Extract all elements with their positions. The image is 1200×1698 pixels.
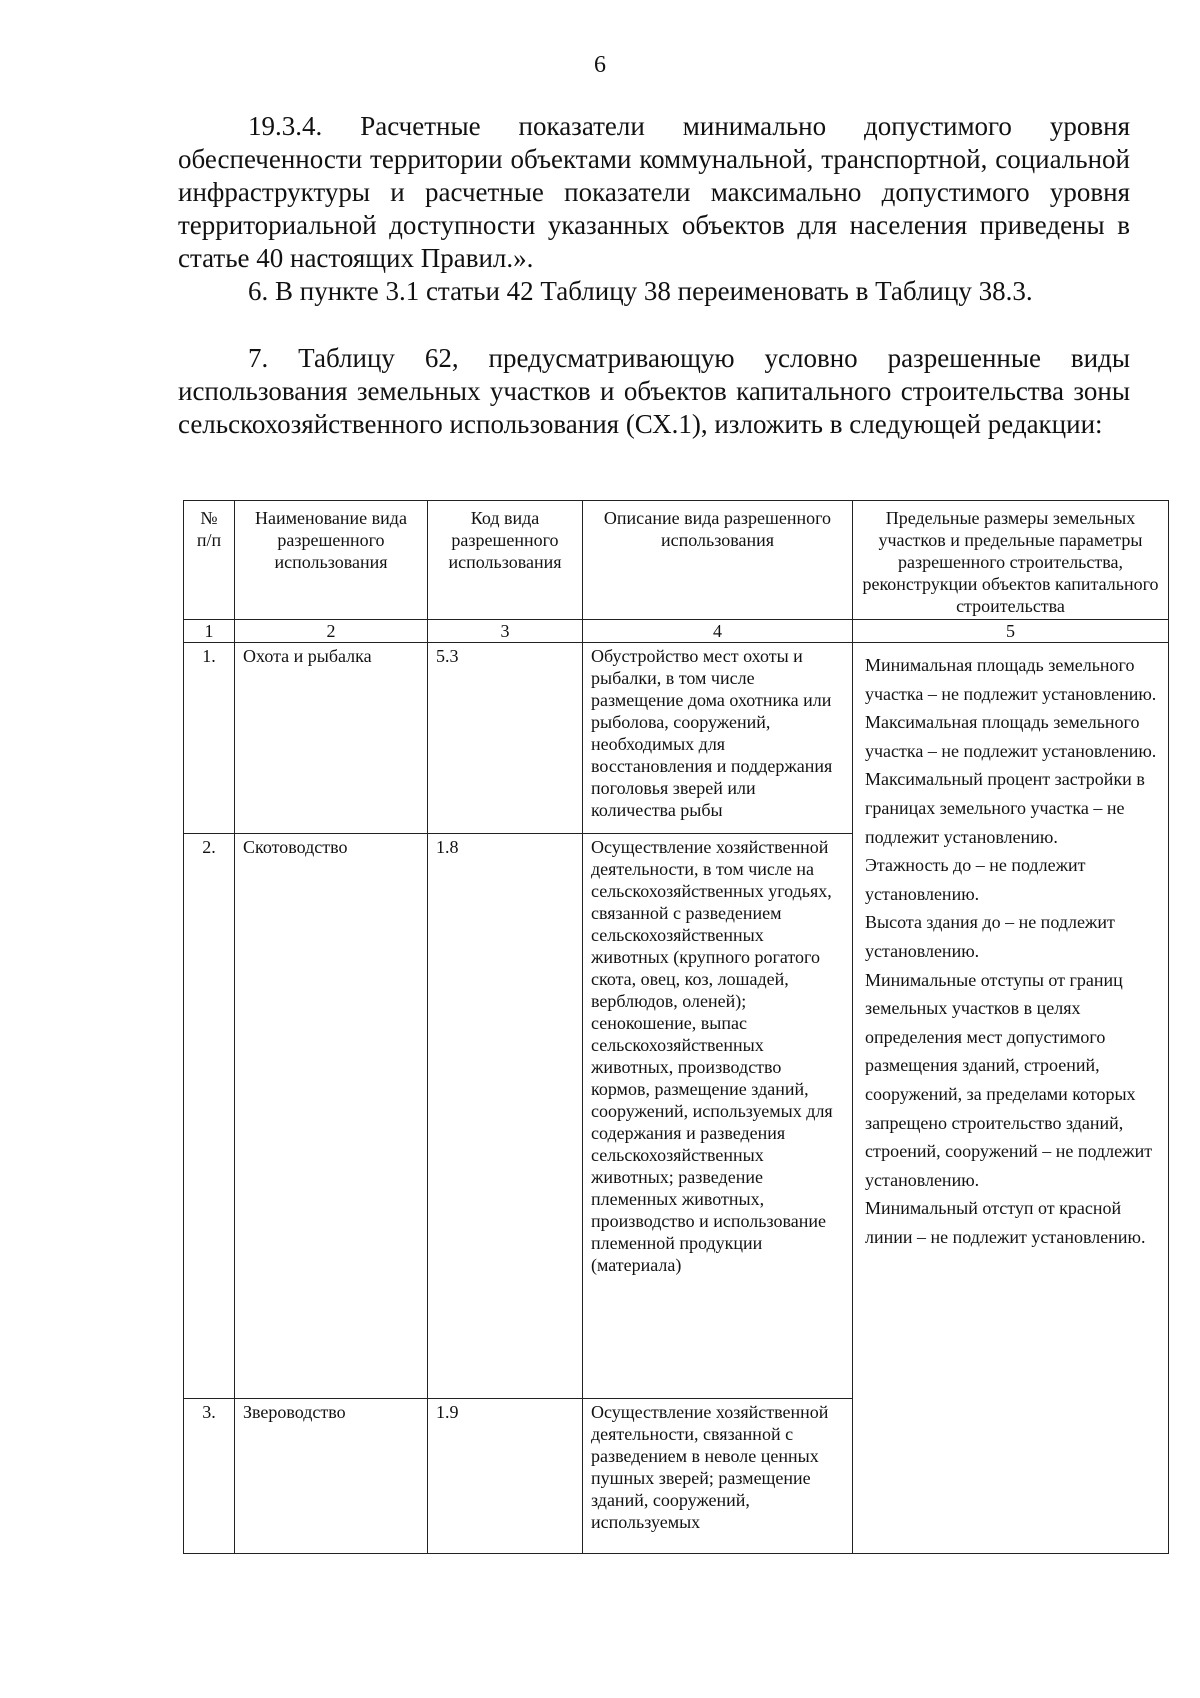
header-name: Наименование вида разрешенного использования: [235, 501, 428, 620]
land-use-table: [183, 500, 1169, 1554]
limits-cell: [853, 643, 1169, 1554]
column-number: 2: [235, 620, 428, 643]
row-code: 5.3: [428, 643, 583, 834]
limits-line: Минимальная площадь земельного участка – не подлежит установлению.: [865, 655, 1157, 704]
paragraph-item-6: 6. В пункте 3.1 статьи 42 Таблицу 38 переименовать в Таблицу 38.3.: [248, 276, 1033, 306]
paragraph-item-7: 7. Таблицу 62, предусматривающую условно разрешенные виды использования земельных участков и объектов капитального строительства зоны сельскохозяйственного использования (СХ.1), изложить в следующей редакции:: [178, 343, 1130, 439]
header-desc: Описание вида разрешенного использования: [583, 501, 853, 620]
column-numbers-row: [184, 620, 1169, 643]
header-code: Код вида разрешенного использования: [428, 501, 583, 620]
limits-line: Максимальный процент застройки в границах земельного участка – не подлежит установлению.: [865, 769, 1145, 847]
limits-line: Минимальные отступы от границ земельных участков в целях определения мест допустимого размещения зданий, строений, сооружений, за пределами которых запрещено строительство зданий, строений, сооружений – не подлежит установлению.: [865, 969, 1153, 1190]
paragraph-19-3-4: 19.3.4. Расчетные показатели минимально допустимого уровня обеспеченности территории объектами коммунальной, транспортной, социальной инфраструктуры и расчетные показатели максимально допустимого уровня территориальной доступности указанных объектов для населения приведены в статье 40 настоящих Правил.».: [178, 111, 1130, 273]
row-desc: Осуществление хозяйственной деятельности, связанной с разведением в неволе ценных пушных зверей; размещение зданий, сооружений, используемых: [583, 1399, 853, 1554]
header-num: № п/п: [184, 501, 235, 620]
row-name: Звероводство: [235, 1399, 428, 1554]
table-row: [184, 643, 1169, 834]
row-num: 2.: [184, 834, 235, 1399]
row-name: Охота и рыбалка: [235, 643, 428, 834]
limits-line: Максимальная площадь земельного участка – не подлежит установлению.: [865, 712, 1157, 761]
row-code: 1.9: [428, 1399, 583, 1554]
row-desc: Осуществление хозяйственной деятельности, в том числе на сельскохозяйственных угодьях, связанной с разведением сельскохозяйственных животных (крупного рогатого скота, овец, коз, лошадей, верблюдов, оленей); сенокошение, выпас сельскохозяйственных животных, производство кормов, размещение зданий, сооружений, используемых для содержания и разведения сельскохозяйственных животных; разведение племенных животных, производство и использование племенной продукции (материала): [583, 834, 853, 1399]
limits-line: Этажность до – не подлежит установлению.: [865, 855, 1086, 904]
row-code: 1.8: [428, 834, 583, 1399]
column-number: 1: [184, 620, 235, 643]
row-num: 1.: [184, 643, 235, 834]
header-limits: Предельные размеры земельных участков и предельные параметры разрешенного строительства, реконструкции объектов капитального строительства: [853, 501, 1169, 620]
limits-line: Высота здания до – не подлежит установлению.: [865, 912, 1115, 961]
column-number: 3: [428, 620, 583, 643]
row-name: Скотоводство: [235, 834, 428, 1399]
table-header-row: [184, 501, 1169, 620]
row-num: 3.: [184, 1399, 235, 1554]
column-number: 5: [853, 620, 1169, 643]
row-desc: Обустройство мест охоты и рыбалки, в том числе размещение дома охотника или рыболова, сооружений, необходимых для восстановления и поддержания поголовья зверей или количества рыбы: [583, 643, 853, 834]
limits-line: Минимальный отступ от красной линии – не подлежит установлению.: [865, 1198, 1146, 1247]
column-number: 4: [583, 620, 853, 643]
page-number: 6: [594, 52, 606, 78]
